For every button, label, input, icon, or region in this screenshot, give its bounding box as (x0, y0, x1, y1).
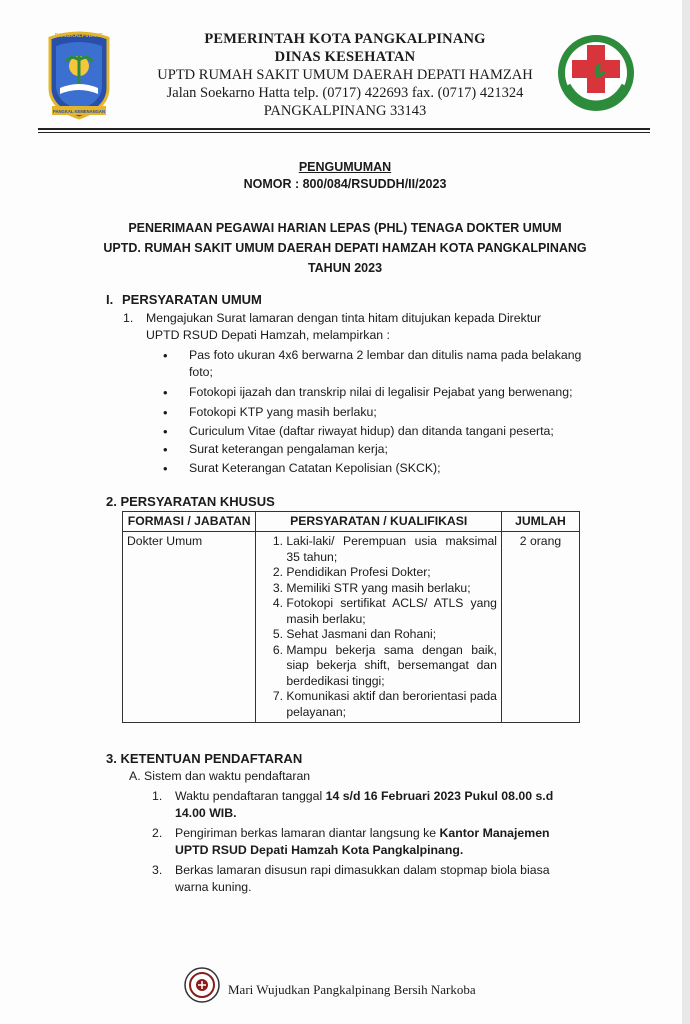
section1-item-line2: UPTD RSUD Depati Hamzah, melampirkan : (146, 328, 390, 342)
list-item: • Curiculum Vitae (daftar riwayat hidup) dan ditanda tangani peserta; (163, 424, 554, 439)
section3-item1-number: 1. (152, 789, 163, 803)
list-item: 1. Laki-laki/ Perempuan usia maksimal 35 tahun; (286, 534, 497, 565)
section3-item1-line2: 14.00 WIB. (175, 806, 237, 820)
cell-formasi: Dokter Umum (123, 532, 256, 723)
announcement-heading: PENGUMUMAN (298, 160, 392, 174)
section1-item-line1: Mengajukan Surat lamaran dengan tinta hitam ditujukan kepada Direktur (146, 311, 542, 325)
section3-item2-number: 2. (152, 826, 163, 840)
list-item: 4. Fotokopi sertifikat ACLS/ ATLS yang masih berlaku; (286, 596, 497, 627)
letterhead-rule-thin (38, 132, 650, 133)
list-item: 3. Memiliki STR yang masih berlaku; (286, 581, 497, 597)
section3-title: 3. KETENTUAN PENDAFTARAN (106, 751, 303, 766)
list-item: 2. Pendidikan Profesi Dokter; (286, 565, 497, 581)
letterhead-address: Jalan Soekarno Hatta telp. (0717) 422693 fax. (0717) 421324 (166, 85, 524, 101)
table-row (123, 532, 580, 723)
list-item: • Pas foto ukuran 4x6 berwarna 2 lembar dan ditulis nama pada belakang (163, 348, 582, 363)
list-item: • Fotokopi KTP yang masih berlaku; (163, 405, 377, 420)
section3-item1-line1: Waktu pendaftaran tanggal 14 s/d 16 Februari 2023 Pukul 08.00 s.d (175, 789, 554, 803)
cell-kualifikasi (256, 532, 502, 723)
bullet-icon: • (163, 461, 168, 476)
title-line-3: TAHUN 2023 (307, 261, 383, 275)
list-item: • Surat Keterangan Catatan Kepolisian (SKCK); (163, 461, 441, 476)
list-item: 5. Sehat Jasmani dan Rohani; (286, 627, 497, 643)
section1-item-number: 1. (123, 311, 134, 325)
section3-item3-number: 3. (152, 863, 163, 877)
header-formasi: FORMASI / JABATAN (123, 512, 256, 532)
section3-item3-line2: warna kuning. (175, 880, 252, 894)
announcement-title (0, 218, 690, 278)
cell-jumlah: 2 orang (501, 532, 579, 723)
title-line-1: PENERIMAAN PEGAWAI HARIAN LEPAS (PHL) TENAGA DOKTER UMUM (128, 221, 562, 235)
letterhead-city: PANGKALPINANG 33143 (263, 103, 427, 119)
section3-subheading: A. Sistem dan waktu pendaftaran (129, 769, 311, 783)
letterhead (0, 30, 690, 120)
letterhead-rule-thick (38, 128, 650, 130)
bullet-icon: • (163, 385, 168, 400)
list-item: 7. Komunikasi aktif dan berorientasi pada pelayanan; (286, 689, 497, 720)
header-kualifikasi: PERSYARATAN / KUALIFIKASI (256, 512, 502, 532)
letterhead-hospital: UPTD RUMAH SAKIT UMUM DAERAH DEPATI HAMZAH (157, 67, 533, 83)
emblem-ribbon-text: PANGKAL KEMENANGAN (53, 109, 105, 114)
list-item: • Fotokopi ijazah dan transkrip nilai di legalisir Pejabat yang berwenang; (163, 385, 573, 400)
section1-title: PERSYARATAN UMUM (122, 292, 262, 307)
emblem-top-text: PANGKALPINANG (54, 33, 104, 39)
bullet-icon: • (163, 348, 168, 363)
letterhead-government: PEMERINTAH KOTA PANGKALPINANG (204, 31, 486, 47)
table-header-row (123, 512, 580, 532)
section3-item3-line1: Berkas lamaran disusun rapi dimasukkan dalam stopmap biola biasa (175, 863, 550, 877)
section1-numeral: I. (106, 292, 114, 307)
section2-title: 2. PERSYARATAN KHUSUS (106, 494, 275, 509)
footer-slogan: Mari Wujudkan Pangkalpinang Bersih Narkoba (228, 982, 476, 997)
letterhead-agency: DINAS KESEHATAN (274, 49, 416, 65)
section3-item2-line1: Pengiriman berkas lamaran diantar langsung ke Kantor Manajemen (175, 826, 550, 840)
announcement-number: NOMOR : 800/084/RSUDDH/II/2023 (243, 177, 447, 191)
list-item-continuation: foto; (189, 365, 213, 379)
bullet-icon: • (163, 424, 168, 439)
bullet-icon: • (163, 405, 168, 420)
requirements-table (122, 511, 580, 723)
bnn-emblem-icon (184, 967, 220, 1003)
title-line-2: UPTD. RUMAH SAKIT UMUM DAERAH DEPATI HAMZAH KOTA PANGKALPINANG (103, 241, 587, 255)
kualifikasi-list (260, 534, 497, 720)
bullet-icon: • (163, 442, 168, 457)
list-item: 6. Mampu bekerja sama dengan baik, siap bekerja shift, bersemangat dan berdedikasi tinggi; (286, 643, 497, 690)
header-jumlah: JUMLAH (501, 512, 579, 532)
section3-item2-line2: UPTD RSUD Depati Hamzah Kota Pangkalpinang. (175, 843, 464, 857)
page-edge (682, 0, 690, 1024)
list-item: • Surat keterangan pengalaman kerja; (163, 442, 388, 457)
